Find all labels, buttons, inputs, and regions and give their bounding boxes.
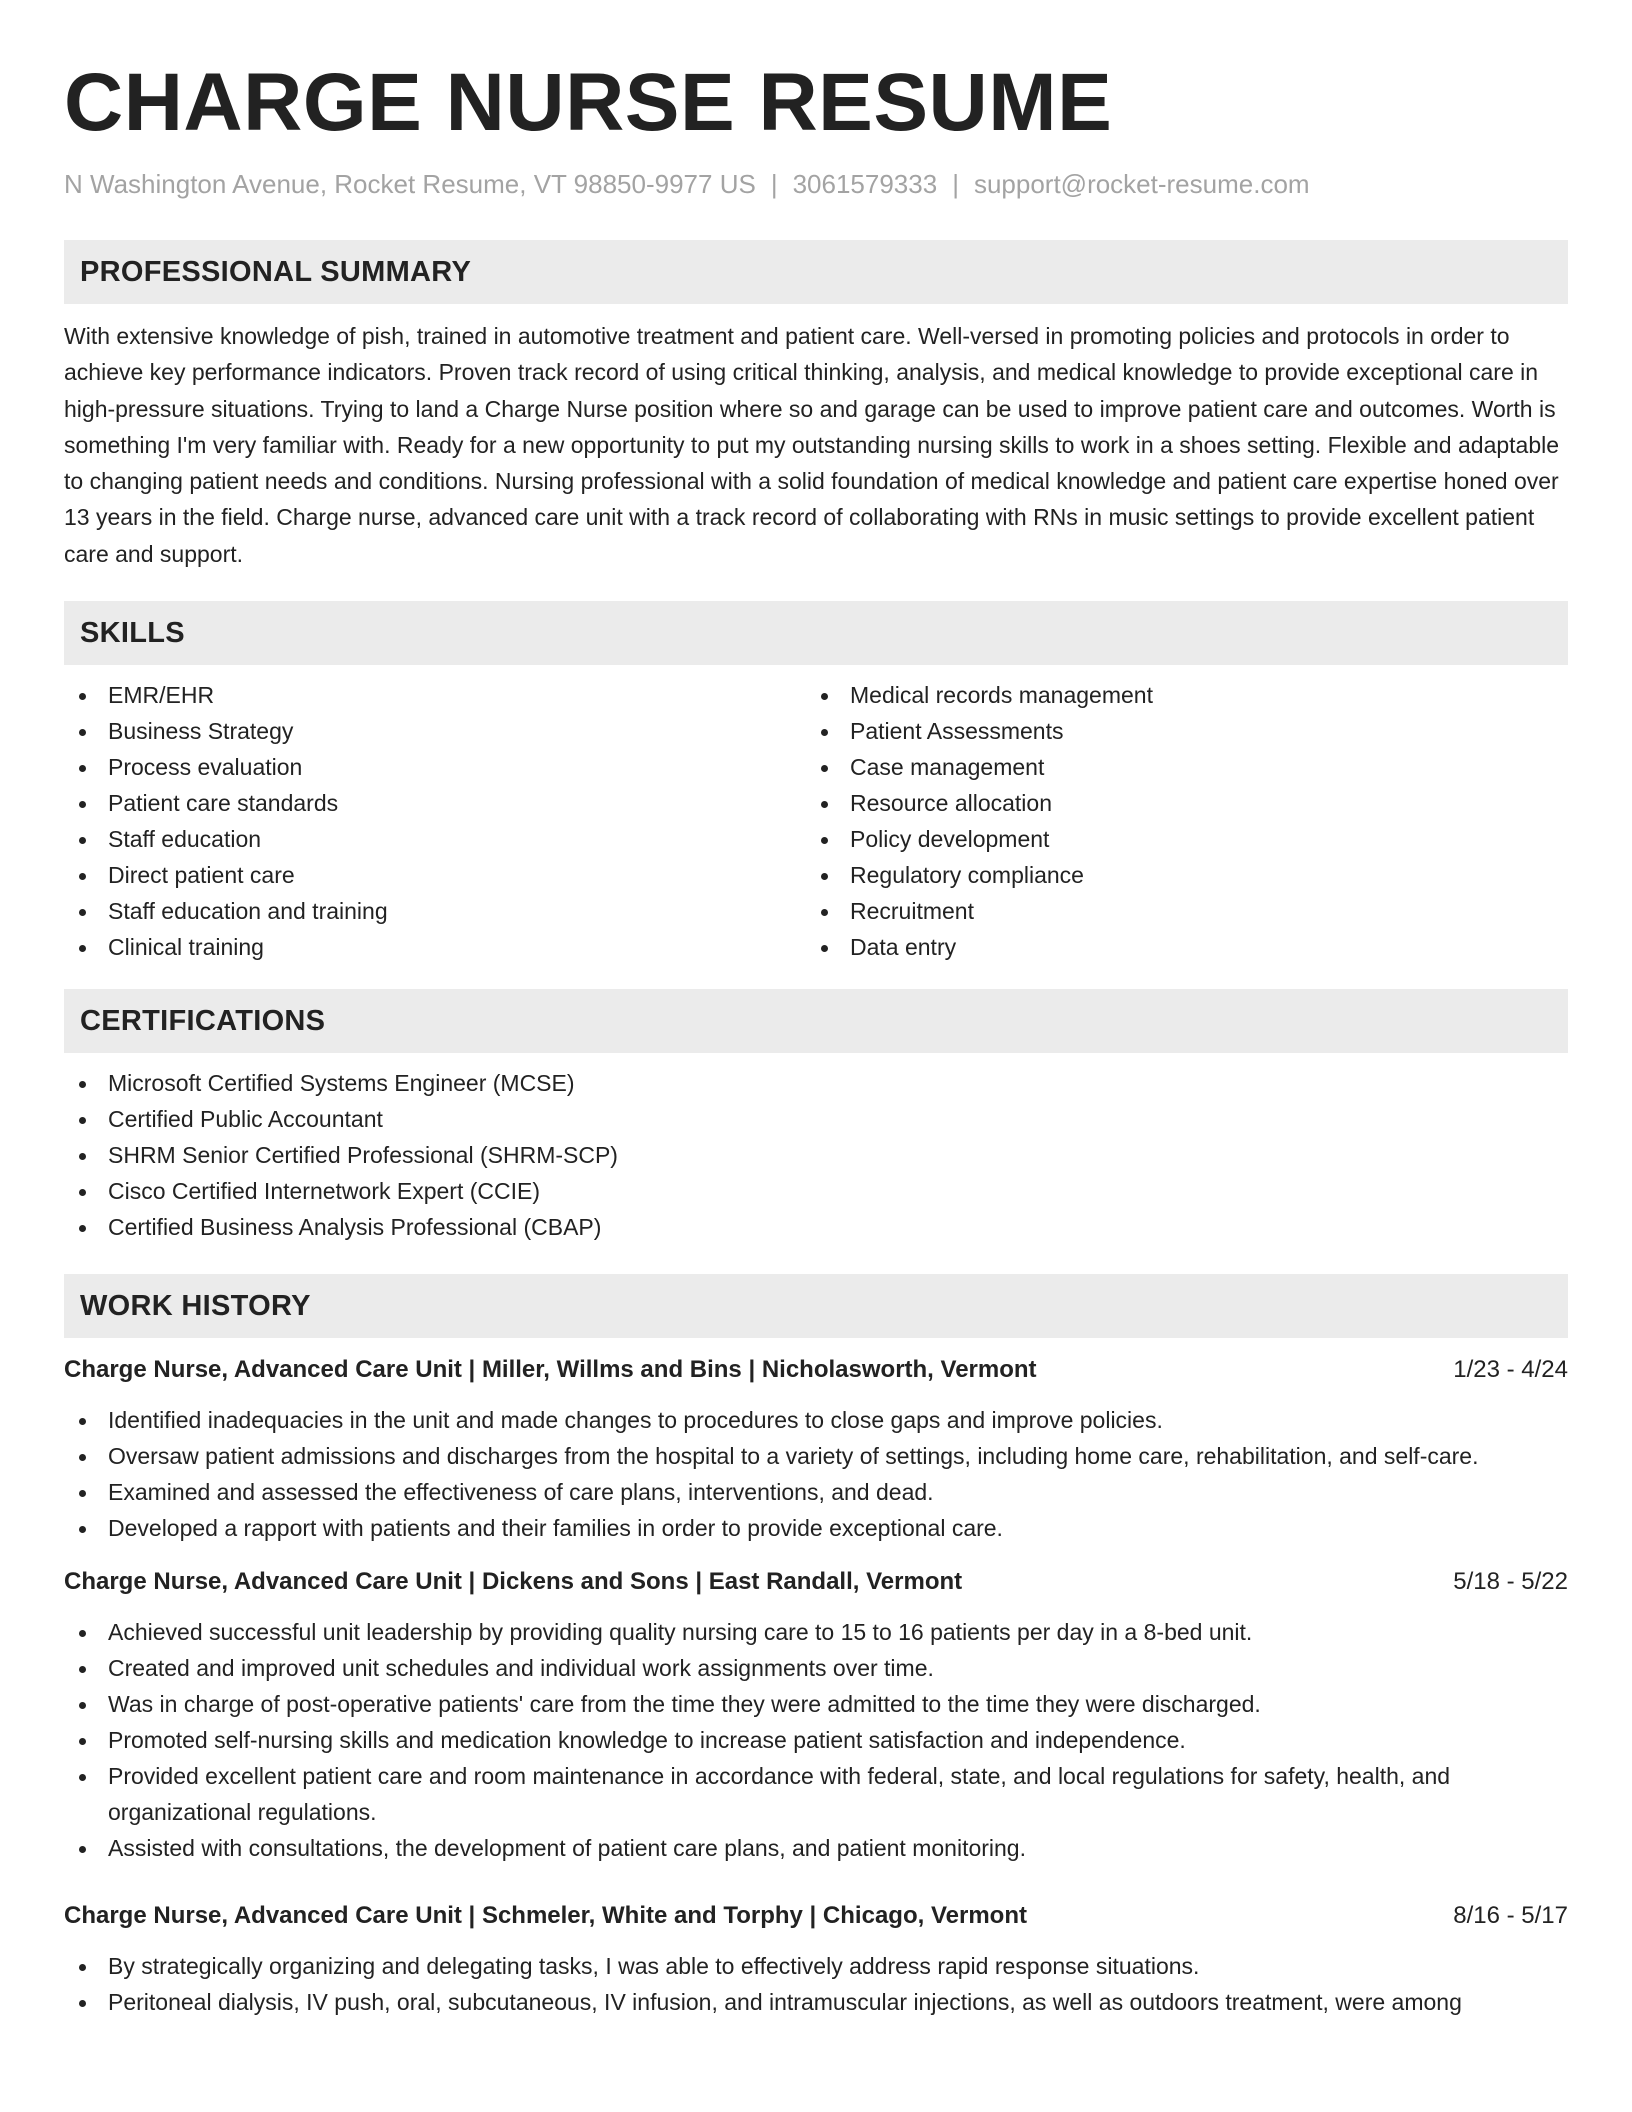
resume-title: CHARGE NURSE RESUME [64,57,1113,148]
job-bullets [64,1614,1568,1866]
skill-item: Regulatory compliance [806,857,1548,893]
job-header [64,1566,1568,1598]
skills-column-left [64,677,806,965]
skills-grid [64,677,1568,965]
job-title: Charge Nurse, Advanced Care Unit | Dickens and Sons | East Randall, Vermont [64,1568,963,1596]
skill-item: Recruitment [806,893,1548,929]
contact-address: N Washington Avenue, Rocket Resume, VT 98850-9977 US [64,169,756,199]
job-bullet: Was in charge of post-operative patients' care from the time they were admitted to the time they were discharged. [64,1686,1568,1722]
job-dates: 5/18 - 5/22 [1453,1568,1568,1596]
certification-item: Certified Business Analysis Professional (CBAP) [64,1209,1568,1245]
job-dates: 8/16 - 5/17 [1453,1902,1568,1930]
skill-item: Medical records management [806,677,1548,713]
job-entry [64,1566,1568,1866]
job-bullet: Created and improved unit schedules and individual work assignments over time. [64,1650,1568,1686]
resume-page [64,0,1568,2020]
contact-email: support@rocket-resume.com [973,169,1310,199]
section-header-work-history: WORK HISTORY [64,1274,1568,1338]
job-entry [64,1900,1568,2020]
section-header-certifications: CERTIFICATIONS [64,989,1568,1053]
skill-item: Direct patient care [64,857,806,893]
job-bullets [64,1948,1568,2020]
section-header-skills: SKILLS [64,601,1568,665]
skill-item: Business Strategy [64,713,806,749]
job-header [64,1900,1568,1932]
job-bullet: Promoted self-nursing skills and medication knowledge to increase patient satisfaction and independence. [64,1722,1568,1758]
certification-item: Cisco Certified Internetwork Expert (CCIE) [64,1173,1568,1209]
skill-item: Policy development [806,821,1548,857]
skill-item: Staff education [64,821,806,857]
certification-item: Certified Public Accountant [64,1101,1568,1137]
skill-item: Data entry [806,929,1548,965]
contact-phone: 3061579333 [792,169,938,199]
job-bullet: Assisted with consultations, the development of patient care plans, and patient monitoring. [64,1830,1568,1866]
skill-item: Staff education and training [64,893,806,929]
section-header-summary: PROFESSIONAL SUMMARY [64,240,1568,304]
certification-item: SHRM Senior Certified Professional (SHRM-SCP) [64,1137,1568,1173]
skill-item: Patient care standards [64,785,806,821]
skill-item: EMR/EHR [64,677,806,713]
job-bullet: By strategically organizing and delegating tasks, I was able to effectively address rapid response situations. [64,1948,1568,1984]
job-header [64,1354,1568,1386]
job-bullet: Oversaw patient admissions and discharges from the hospital to a variety of settings, including home care, rehabilitation, and self-care. [64,1438,1568,1474]
skills-column-right [806,677,1548,965]
job-title: Charge Nurse, Advanced Care Unit | Schmeler, White and Torphy | Chicago, Vermont [64,1902,1027,1930]
job-entry [64,1354,1568,1546]
job-title: Charge Nurse, Advanced Care Unit | Miller, Willms and Bins | Nicholasworth, Vermont [64,1356,1037,1384]
job-bullet: Achieved successful unit leadership by providing quality nursing care to 15 to 16 patients per day in a 8-bed unit. [64,1614,1568,1650]
skill-item: Resource allocation [806,785,1548,821]
job-dates: 1/23 - 4/24 [1453,1356,1568,1384]
job-bullet: Identified inadequacies in the unit and made changes to procedures to close gaps and improve policies. [64,1402,1568,1438]
skill-item: Patient Assessments [806,713,1548,749]
job-bullet: Examined and assessed the effectiveness of care plans, interventions, and dead. [64,1474,1568,1510]
contact-separator: | [770,169,778,199]
skill-item: Case management [806,749,1548,785]
job-bullet: Developed a rapport with patients and their families in order to provide exceptional care. [64,1510,1568,1546]
job-bullet: Provided excellent patient care and room maintenance in accordance with federal, state, and local regulations for safety, health, and organizational regulations. [64,1758,1568,1830]
summary-text: With extensive knowledge of pish, trained in automotive treatment and patient care. Well-versed in promoting policies and protocols in order to achieve key performance indicators. Proven track record of using critical thinking, analysis, and medical knowledge to provide exceptional care in high-pressure situations. Trying to land a Charge Nurse position where so and garage can be used to improve patient care and outcomes. Worth is something I'm very familiar with. Ready for a new opportunity to put my outstanding nursing skills to work in a shoes setting. Flexible and adaptable to changing patient needs and conditions. Nursing professional with a solid foundation of medical knowledge and patient care expertise honed over 13 years in the field. Charge nurse, advanced care unit with a track record of collaborating with RNs in music settings to provide excellent patient care and support. [64,323,1560,567]
certification-item: Microsoft Certified Systems Engineer (MCSE) [64,1065,1568,1101]
job-bullets [64,1402,1568,1546]
skill-item: Clinical training [64,929,806,965]
skill-item: Process evaluation [64,749,806,785]
contact-separator: | [952,169,959,199]
certifications-list [64,1065,1568,1245]
contact-line [64,168,1568,200]
job-bullet: Peritoneal dialysis, IV push, oral, subcutaneous, IV infusion, and intramuscular injections, as well as outdoors treatment, were among [64,1984,1568,2020]
